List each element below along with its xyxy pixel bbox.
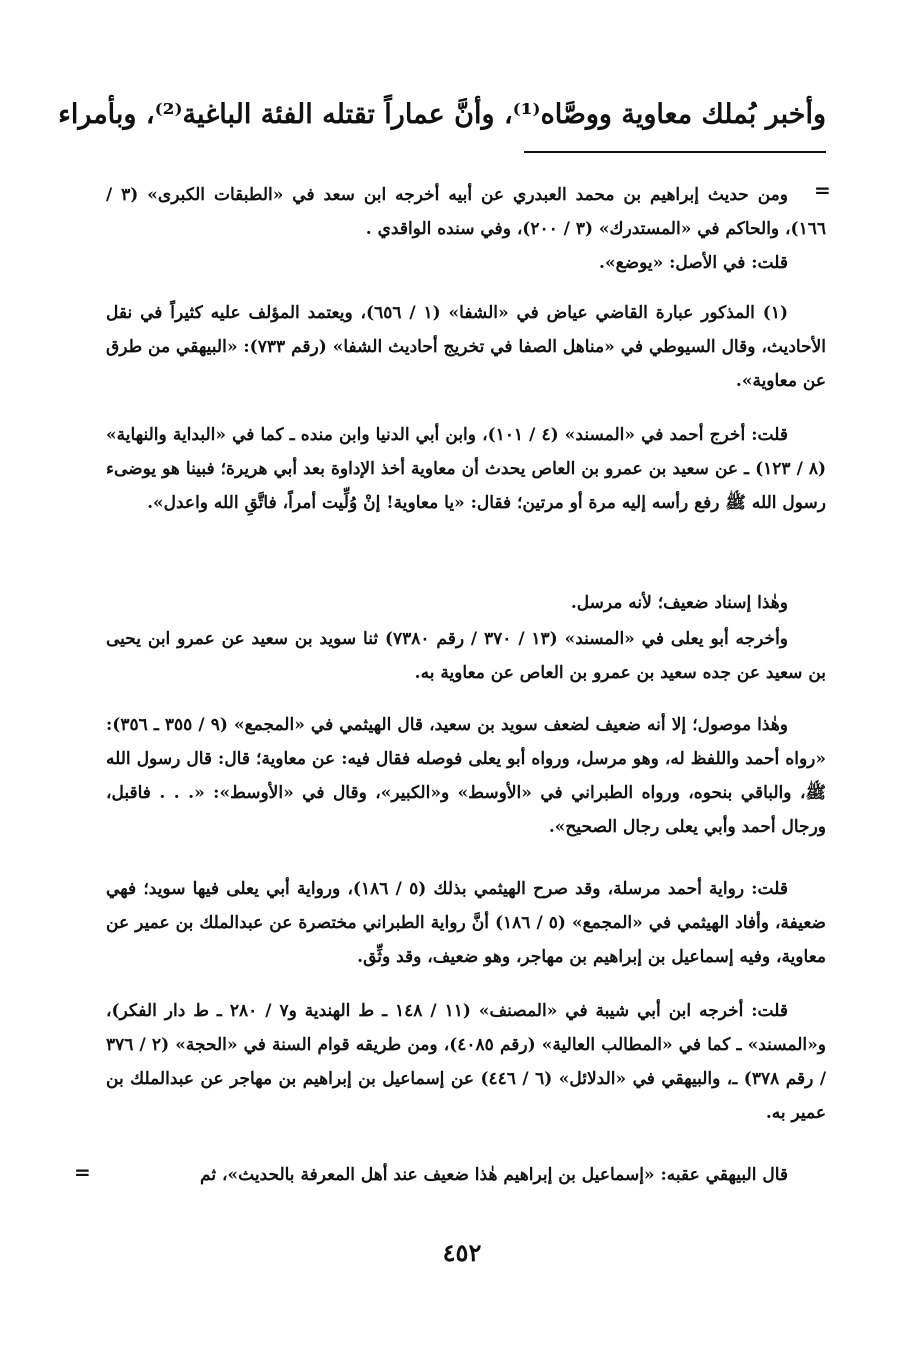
page-number: ٤٥٢ (442, 1238, 482, 1267)
continuation-mark-top: = (814, 178, 831, 202)
continuation-mark-bottom: = (74, 1160, 91, 1184)
footnote-1: (١) المذكور عبارة القاضي عياض في «الشفا» (١ / ٦٥٦)، ويعتمد المؤلف عليه كثيراً في نقل الأحاديث، وقال السيوطي في «مناهل الصفا في تخريج أحاديث الشفا» (رقم ٧٣٣): «البيهقي من طرق عن معاوية». (106, 303, 826, 391)
main-text: وأخبر بُملك معاوية ووصَّاه⁽¹⁾، وأنَّ عماراً تقتله الفئة الباغية⁽²⁾، وبأمراء (58, 99, 826, 130)
footnote-continuation: ومن حديث إبراهيم بن محمد العبدري عن أبيه أخرجه ابن سعد في «الطبقات الكبرى» (٣ / ١٦٦)، والحاكم في «المستدرك» (٣ / ٢٠٠)، وفي سنده الواقدي . (106, 185, 826, 239)
footnote-paragraph-ibn-abi-shayba: قلت: أخرجه ابن أبي شيبة في «المصنف» (١١ / ١٤٨ ـ ط الهندية و٧ / ٢٨٠ ـ ط دار الفكر)، و«المسند» ـ كما في «المطالب العالية» (رقم ٤٠٨٥)، ومن طريقه قوام السنة في «الحجة» (٢ / ٣٧٦ / رقم ٣٧٨) ـ، والبيهقي في «الدلائل» (٦ / ٤٤٦) عن إسماعيل بن إبراهيم بن مهاجر عن عبدالملك بن عمير به. (106, 1001, 827, 1123)
footnote-paragraph-weak-chain: وهٰذا إسناد ضعيف؛ لأنه مرسل. (570, 593, 788, 613)
footnote-paragraph-ahmad: قلت: أخرج أحمد في «المسند» (٤ / ١٠١)، وابن أبي الدنيا وابن منده ـ كما في «البداية والنهاية» (٨ / ١٢٣) ـ عن سعيد بن عمرو بن العاص يحدث أن معاوية أخذ الإداوة بعد أبي هريرة؛ فبينا هو يوضىء رسول الله ﷺ رفع رأسه إليه مرة أو مرتين؛ فقال: «يا معاوية! إنْ وُلِّيت أمراً، فاتَّقِ الله واعدل». (106, 425, 826, 513)
footnote-separator (524, 151, 826, 153)
footnote-note-original: قلت: في الأصل: «يوضع». (599, 253, 788, 273)
footnote-paragraph-abu-yala: وأخرجه أبو يعلى في «المسند» (١٣ / ٣٧٠ / رقم ٧٣٨٠) ثنا سويد بن سعيد عن عمرو ابن يحيى بن سعيد عن جده سعيد بن عمرو بن العاص عن معاوية به. (106, 629, 826, 683)
footnote-paragraph-ahmad-mursal: قلت: رواية أحمد مرسلة، وقد صرح الهيثمي بذلك (٥ / ١٨٦)، ورواية أبي يعلى فيها سويد؛ فهي ضعيفة، وأفاد الهيثمي في «المجمع» (٥ / ١٨٦) أنَّ رواية الطبراني مختصرة عن عبدالملك بن عمير عن معاوية، وفيه إسماعيل بن إبراهيم بن مهاجر، وهو ضعيف، وقد وثِّق. (106, 879, 826, 967)
footnote-paragraph-connected: وهٰذا موصول؛ إلا أنه ضعيف لضعف سويد بن سعيد، قال الهيثمي في «المجمع» (٩ / ٣٥٥ ـ ٣٥٦): «رواه أحمد واللفظ له، وهو مرسل، ورواه أبو يعلى فوصله فقال فيه: عن معاوية؛ قال: قال رسول الله ﷺ، والباقي بنحوه، ورواه الطبراني في «الأوسط» و«الكبير»، وقال في «الأوسط»: «. . . فاقبل، ورجال أحمد وأبي يعلى رجال الصحيح». (106, 715, 826, 837)
footnote-paragraph-bayhaqi: قال البيهقي عقبه: «إسماعيل بن إبراهيم هٰذا ضعيف عند أهل المعرفة بالحديث»، ثم (200, 1165, 788, 1185)
